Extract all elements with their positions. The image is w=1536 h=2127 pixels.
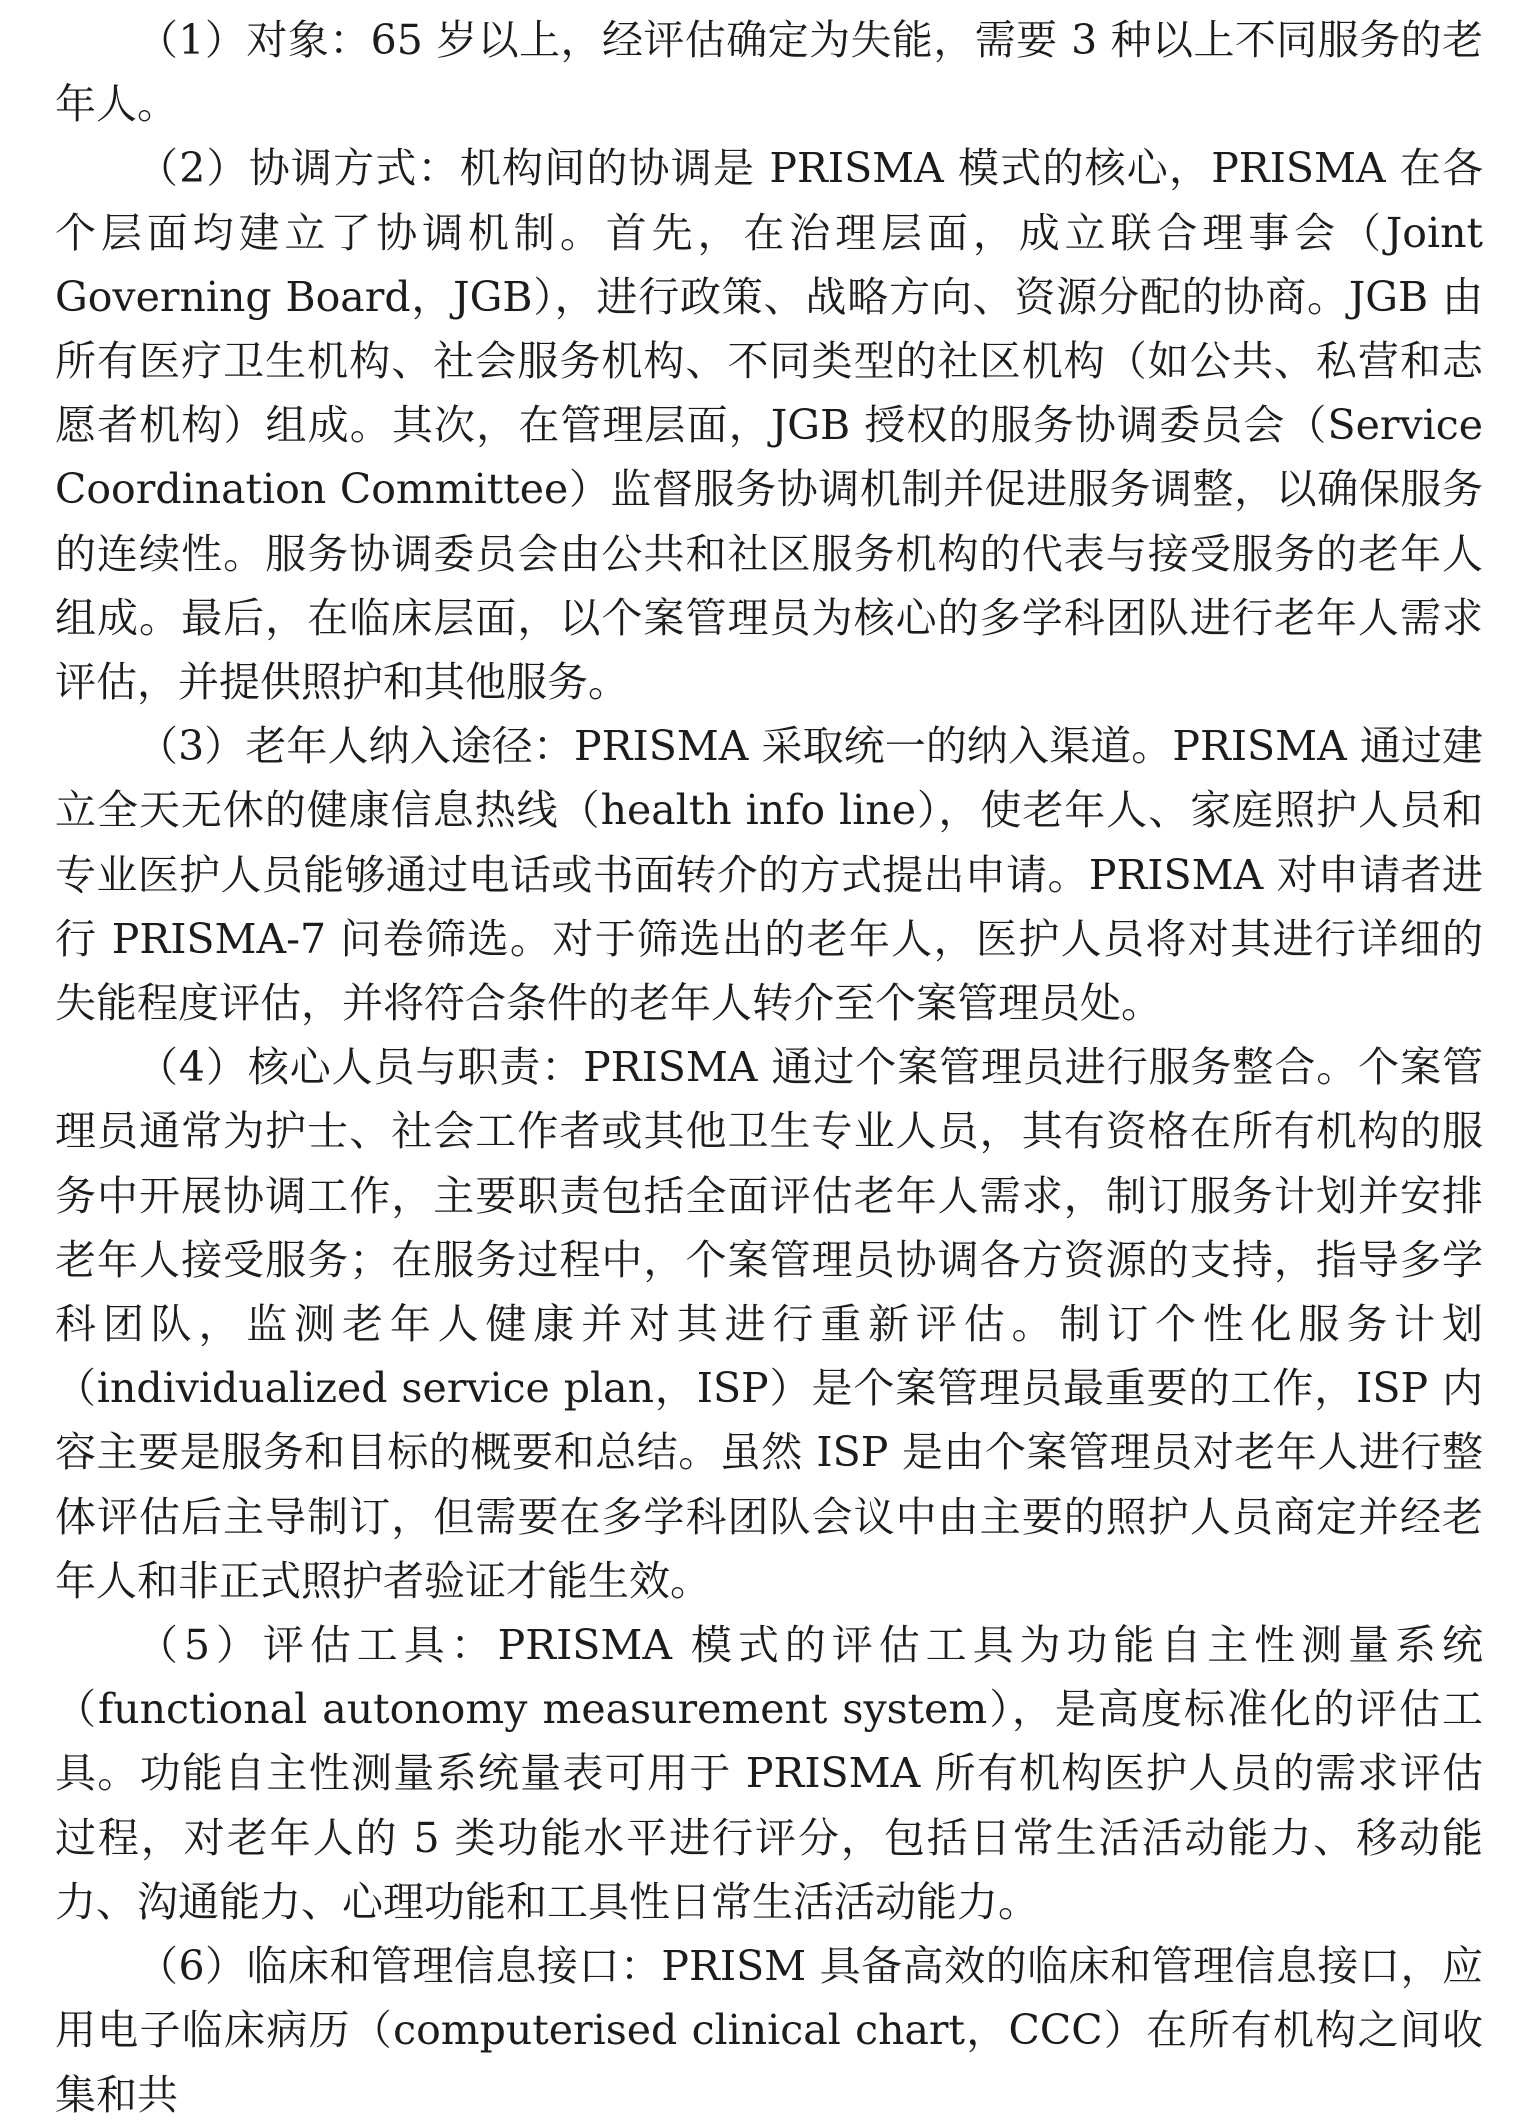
paragraph-information-interface: （6）临床和管理信息接口：PRISM 具备高效的临床和管理信息接口，应用电子临床病历（computerised clinical chart，CCC）在所有机构之间收集和共 — [55, 1942, 1483, 2119]
paragraph-assessment-tool: （5）评估工具：PRISMA 模式的评估工具为功能自主性测量系统（functional autonomy measurement system），是高度标准化的评估工具。功能自主性测量系统量表可用于 PRISMA 所有机构医护人员的需求评估过程，对老年人的 5 类功能水平进行评分，包括日常生活活动能力、移动能力、沟通能力、心理功能和工具性日常生活活动能力。 — [55, 1621, 1483, 1926]
paragraph-coordination-method: （2）协调方式：机构间的协调是 PRISMA 模式的核心，PRISMA 在各个层面均建立了协调机制。首先，在治理层面，成立联合理事会（Joint Governing Board，JGB），进行政策、战略方向、资源分配的协商。JGB 由所有医疗卫生机构、社会服务机构、不同类型的社区机构（如公共、私营和志愿者机构）组成。其次，在管理层面，JGB 授权的服务协调委员会（Service Coordination Committee）监督服务协调机制并促进服务调整，以确保服务的连续性。服务协调委员会由公共和社区服务机构的代表与接受服务的老年人组成。最后，在临床层面，以个案管理员为核心的多学科团队进行老年人需求评估，并提供照护和其他服务。 — [55, 144, 1483, 707]
paragraph-intake-pathway: （3）老年人纳入途径：PRISMA 采取统一的纳入渠道。PRISMA 通过建立全天无休的健康信息热线（health info line），使老年人、家庭照护人员和专业医护人员能够通过电话或书面转介的方式提出申请。PRISMA 对申请者进行 PRISMA-7 问卷筛选。对于筛选出的老年人，医护人员将对其进行详细的失能程度评估，并将符合条件的老年人转介至个案管理员处。 — [55, 722, 1483, 1028]
paragraph-target-population: （1）对象：65 岁以上，经评估确定为失能，需要 3 种以上不同服务的老年人。 — [55, 16, 1483, 129]
document-page — [55, 8, 1483, 2127]
paragraph-core-staff-duties: （4）核心人员与职责：PRISMA 通过个案管理员进行服务整合。个案管理员通常为护士、社会工作者或其他卫生专业人员，其有资格在所有机构的服务中开展协调工作，主要职责包括全面评估老年人需求，制订服务计划并安排老年人接受服务；在服务过程中，个案管理员协调各方资源的支持，指导多学科团队，监测老年人健康并对其进行重新评估。制订个性化服务计划（individualized service plan，ISP）是个案管理员最重要的工作，ISP 内容主要是服务和目标的概要和总结。虽然 ISP 是由个案管理员对老年人进行整体评估后主导制订，但需要在多学科团队会议中由主要的照护人员商定并经老年人和非正式照护者验证才能生效。 — [55, 1043, 1483, 1605]
